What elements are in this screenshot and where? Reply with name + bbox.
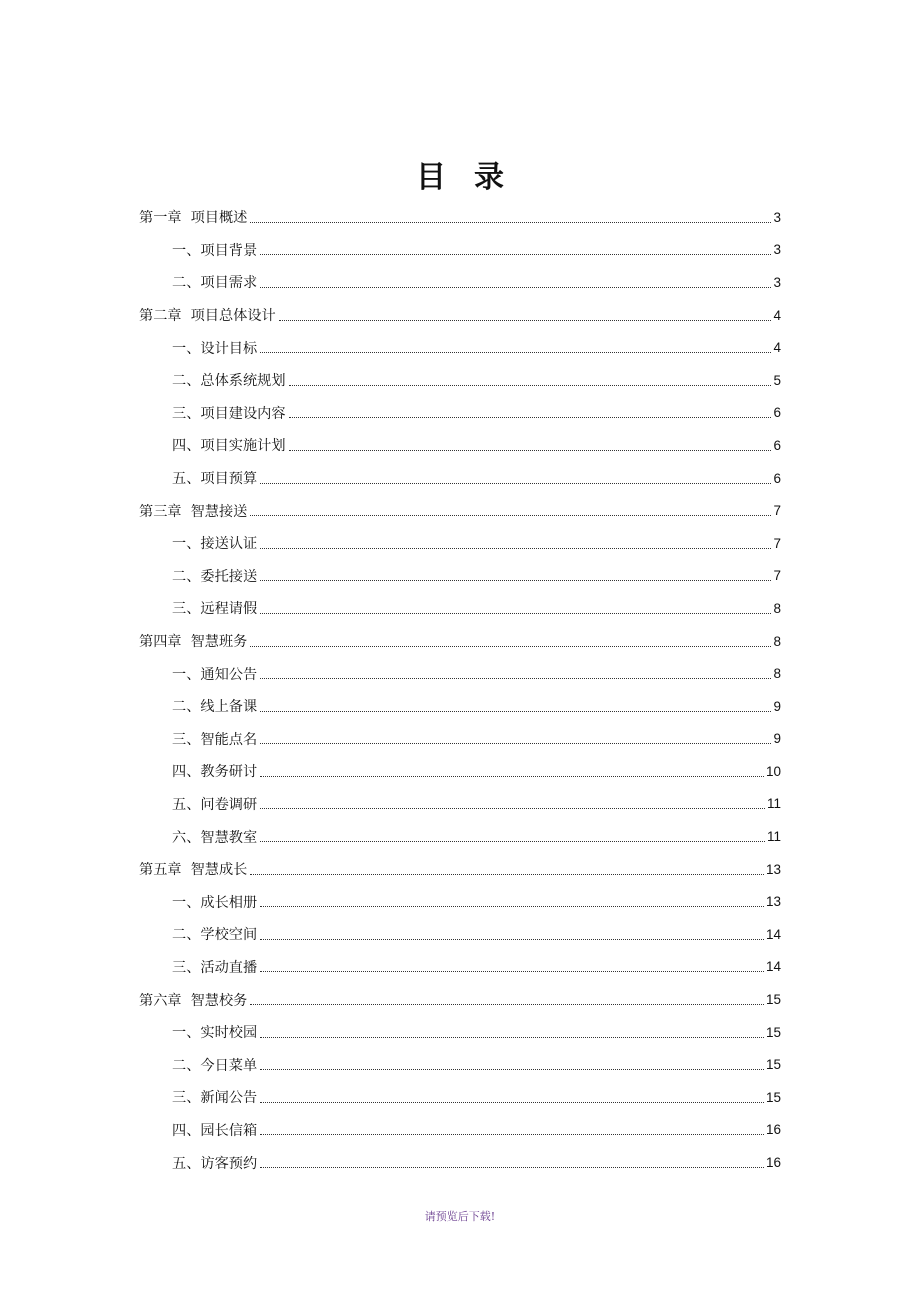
toc-entry-text: 一、接送认证 [172,536,258,553]
toc-dot-leader [250,221,771,223]
toc-entry-label [172,957,260,977]
toc-page-number: 8 [773,666,781,682]
toc-page-number: 7 [773,503,781,519]
toc-dot-leader [260,1133,764,1135]
toc-section-entry[interactable] [139,397,781,430]
toc-dot-leader [289,416,772,418]
toc-page-number: 5 [773,372,781,388]
toc-entry-text: 四、园长信箱 [172,1122,258,1139]
toc-page-number: 15 [765,1024,781,1040]
toc-chapter-entry[interactable] [139,494,781,527]
toc-entry-text: 一、项目背景 [172,242,258,259]
toc-page-number: 3 [773,274,781,290]
toc-dot-leader [260,547,771,549]
toc-entry-text: 智慧成长 [190,862,248,879]
toc-entry-label [172,566,260,586]
toc-section-entry[interactable] [139,331,781,364]
toc-dot-leader [260,677,771,679]
toc-page-number: 4 [773,307,781,323]
toc-chapter-number: 第一章 [139,210,182,227]
toc-dot-leader [260,579,771,581]
toc-dot-leader [260,840,765,842]
toc-entry-label [172,827,260,847]
toc-dot-leader [260,253,771,255]
toc-chapter-entry[interactable] [139,853,781,886]
toc-section-entry[interactable] [139,527,781,560]
toc-section-entry[interactable] [139,560,781,593]
toc-page-number: 7 [773,568,781,584]
toc-page-number: 11 [766,829,781,845]
toc-entry-label [172,761,260,781]
toc-page-number: 15 [765,1057,781,1073]
toc-entry-text: 项目概述 [190,210,248,227]
toc-page-number: 7 [773,535,781,551]
toc-dot-leader [260,1101,764,1103]
toc-dot-leader [260,710,771,712]
toc-chapter-number: 第四章 [139,634,182,651]
toc-section-entry[interactable] [139,1048,781,1081]
toc-section-entry[interactable] [139,234,781,267]
toc-entry-text: 五、访客预约 [172,1155,258,1172]
toc-section-entry[interactable] [139,885,781,918]
toc-entry-label [139,631,250,651]
toc-entry-text: 二、委托接送 [172,568,258,585]
toc-entry-label [172,435,289,455]
toc-page-number: 3 [773,209,781,225]
toc-page-number: 16 [765,1122,781,1138]
toc-page-number: 10 [765,763,781,779]
toc-chapter-number: 第二章 [139,308,182,325]
toc-dot-leader [250,514,771,516]
toc-page-number: 14 [765,959,781,975]
toc-entry-label [139,990,250,1010]
toc-entry-text: 二、今日菜单 [172,1057,258,1074]
toc-page-number: 6 [773,437,781,453]
toc-page-number: 6 [773,470,781,486]
toc-chapter-entry[interactable] [139,201,781,234]
toc-dot-leader [260,286,771,288]
page-title [0,152,920,196]
toc-entry-text: 智慧校务 [190,992,248,1009]
toc-entry-label [172,892,260,912]
toc-entry-text: 六、智慧教室 [172,829,258,846]
toc-dot-leader [289,384,772,386]
toc-entry-text: 四、项目实施计划 [172,438,286,455]
toc-entry-label [172,403,289,423]
toc-entry-text: 二、总体系统规划 [172,373,286,390]
toc-section-entry[interactable] [139,918,781,951]
toc-page-number: 13 [765,894,781,910]
toc-section-entry[interactable] [139,820,781,853]
toc-page-number: 16 [765,1155,781,1171]
toc-page-number: 8 [773,600,781,616]
toc-chapter-number: 第五章 [139,862,182,879]
toc-chapter-entry[interactable] [139,299,781,332]
toc-entry-text: 项目总体设计 [190,308,276,325]
toc-page-number: 11 [766,796,781,812]
toc-entry-label [139,501,250,521]
toc-dot-leader [260,938,764,940]
toc-entry-text: 五、项目预算 [172,471,258,488]
toc-entry-label [172,272,260,292]
toc-entry-text: 四、教务研讨 [172,764,258,781]
toc-entry-label [172,1055,260,1075]
toc-section-entry[interactable] [139,690,781,723]
toc-section-entry[interactable] [139,1146,781,1179]
table-of-contents [139,201,781,1179]
title-char-2: 录 [474,160,504,195]
toc-page-number: 15 [765,1089,781,1105]
toc-page-number: 6 [773,405,781,421]
toc-dot-leader [260,1036,764,1038]
toc-section-entry[interactable] [139,755,781,788]
toc-entry-label [172,729,260,749]
toc-entry-label [172,924,260,944]
toc-section-entry[interactable] [139,1114,781,1147]
toc-entry-label [139,305,279,325]
toc-section-entry[interactable] [139,364,781,397]
toc-entry-label [172,533,260,553]
toc-entry-label [172,240,260,260]
toc-entry-text: 一、实时校园 [172,1025,258,1042]
toc-entry-label [172,338,260,358]
toc-dot-leader [260,970,764,972]
toc-entry-text: 三、活动直播 [172,959,258,976]
toc-entry-label [139,207,250,227]
toc-page-number: 13 [765,861,781,877]
toc-dot-leader [260,905,764,907]
toc-dot-leader [260,742,771,744]
toc-dot-leader [260,1068,764,1070]
toc-dot-leader [289,449,772,451]
toc-entry-label [172,696,260,716]
toc-entry-text: 一、通知公告 [172,666,258,683]
toc-entry-label [172,1153,260,1173]
toc-dot-leader [260,775,764,777]
toc-dot-leader [250,645,771,647]
toc-page-number: 8 [773,633,781,649]
toc-entry-text: 三、智能点名 [172,731,258,748]
toc-page-number: 4 [773,340,781,356]
toc-entry-text: 一、成长相册 [172,894,258,911]
toc-dot-leader [260,612,771,614]
toc-page-number: 9 [773,731,781,747]
toc-entry-label [172,370,289,390]
toc-page-number: 14 [765,926,781,942]
toc-entry-label [172,794,260,814]
toc-entry-label [172,664,260,684]
toc-section-entry[interactable] [139,788,781,821]
toc-entry-text: 三、项目建设内容 [172,405,286,422]
toc-dot-leader [260,351,771,353]
toc-section-entry[interactable] [139,462,781,495]
toc-section-entry[interactable] [139,951,781,984]
toc-section-entry[interactable] [139,266,781,299]
toc-entry-text: 一、设计目标 [172,340,258,357]
toc-dot-leader [279,319,772,321]
toc-entry-text: 二、线上备课 [172,699,258,716]
toc-chapter-number: 第六章 [139,992,182,1009]
toc-entry-text: 智慧接送 [190,503,248,520]
toc-entry-text: 二、项目需求 [172,275,258,292]
toc-chapter-entry[interactable] [139,625,781,658]
toc-dot-leader [250,873,764,875]
toc-entry-label [172,468,260,488]
toc-entry-text: 二、学校空间 [172,927,258,944]
toc-section-entry[interactable] [139,592,781,625]
toc-entry-text: 五、问卷调研 [172,796,258,813]
footer-note: 请预览后下载! [424,1210,496,1223]
toc-page-number: 15 [765,992,781,1008]
toc-chapter-number: 第三章 [139,503,182,520]
toc-section-entry[interactable] [139,723,781,756]
toc-page-number: 3 [773,242,781,258]
toc-entry-label [139,859,250,879]
toc-section-entry[interactable] [139,1081,781,1114]
toc-entry-text: 三、新闻公告 [172,1090,258,1107]
toc-entry-label [172,1087,260,1107]
toc-entry-label [172,1022,260,1042]
toc-dot-leader [260,807,765,809]
toc-section-entry[interactable] [139,429,781,462]
toc-entry-text: 智慧班务 [190,634,248,651]
toc-chapter-entry[interactable] [139,983,781,1016]
toc-entry-label [172,1120,260,1140]
toc-page-number: 9 [773,698,781,714]
toc-dot-leader [260,482,771,484]
toc-entry-text: 三、远程请假 [172,601,258,618]
toc-entry-label [172,598,260,618]
toc-dot-leader [260,1166,764,1168]
toc-dot-leader [250,1003,764,1005]
toc-section-entry[interactable] [139,1016,781,1049]
toc-section-entry[interactable] [139,657,781,690]
title-char-1: 目 [416,160,446,195]
